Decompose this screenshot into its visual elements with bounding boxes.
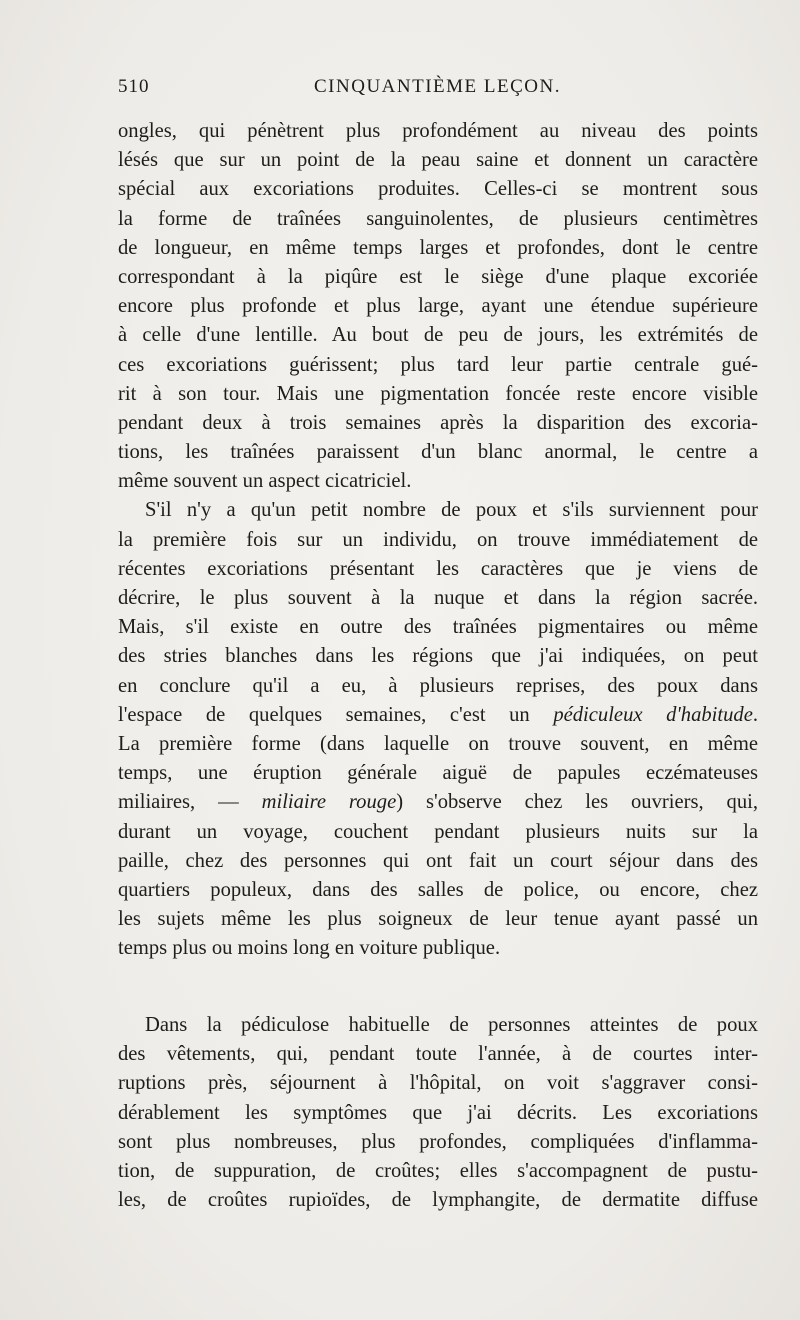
text-line: lésés que sur un point de la peau saine et donnent un caractère — [118, 149, 758, 172]
text-line: la forme de traînées sanguinolentes, de plusieurs centimètres — [118, 207, 758, 230]
text-segment: miliaires, — — [118, 791, 262, 814]
text-line: en conclure qu'il a eu, à plusieurs reprises, des poux dans — [118, 674, 758, 697]
text-line: Mais, s'il existe en outre des traînées pigmentaires ou même — [118, 616, 758, 639]
page-header — [118, 76, 755, 102]
paragraph — [118, 1011, 758, 1215]
text-line: encore plus profonde et plus large, ayant une étendue supérieure — [118, 295, 758, 318]
text-block-upper — [118, 117, 758, 963]
text-line: ces excoriations guérissent; plus tard leur partie centrale gué- — [118, 353, 758, 376]
text-line: temps plus ou moins long en voiture publique. — [118, 937, 501, 960]
text-line: S'il n'y a qu'un petit nombre de poux et s'ils surviennent pour — [145, 499, 758, 522]
text-line: tions, les traînées paraissent d'un blanc anormal, le centre a — [118, 441, 758, 464]
text-line: quartiers populeux, dans des salles de police, ou encore, chez — [118, 878, 758, 901]
text-line — [118, 701, 758, 730]
text-line: même souvent un aspect cicatriciel. — [118, 470, 412, 493]
text-line: Dans la pédiculose habituelle de personnes atteintes de poux — [145, 1014, 758, 1036]
text-line: pendant deux à trois semaines après la disparition des excoria- — [118, 411, 758, 434]
text-line — [118, 788, 758, 817]
text-line: paille, chez des personnes qui ont fait un court séjour dans des — [118, 849, 758, 872]
text-line: dérablement les symptômes que j'ai décrits. Les excoriations — [118, 1101, 758, 1124]
text-line: tion, de suppuration, de croûtes; elles s'accompagnent de pustu- — [118, 1159, 758, 1182]
text-line: à celle d'une lentille. Au bout de peu de jours, les extrémités de — [118, 324, 758, 347]
text-line: sont plus nombreuses, plus profondes, compliquées d'inflamma- — [118, 1130, 758, 1153]
text-line: durant un voyage, couchent pendant plusieurs nuits sur la — [118, 820, 758, 843]
text-line: La première forme (dans laquelle on trouve souvent, en même — [118, 732, 758, 755]
text-line: des vêtements, qui, pendant toute l'année, à de courtes inter- — [118, 1043, 758, 1066]
text-line: des stries blanches dans les régions que j'ai indiquées, on peut — [118, 645, 758, 668]
text-line: ruptions près, séjournent à l'hôpital, on voit s'aggraver consi- — [118, 1072, 758, 1095]
paragraph — [118, 117, 758, 496]
paragraph — [118, 496, 758, 963]
text-line: ongles, qui pénètrent plus profondément au niveau des points — [118, 120, 758, 142]
text-line: correspondant à la piqûre est le siège d'une plaque excoriée — [118, 265, 758, 288]
text-segment: ) s'observe chez les ouvriers, qui, — [396, 791, 758, 814]
text-line: de longueur, en même temps larges et profondes, dont le centre — [118, 236, 758, 259]
text-segment: l'espace de quelques semaines, c'est un — [118, 703, 554, 726]
text-line: les, de croûtes rupioïdes, de lymphangite, de dermatite diffuse — [118, 1189, 758, 1212]
text-line: spécial aux excoriations produites. Celles-ci se montrent sous — [118, 178, 758, 201]
page-number: 510 — [118, 76, 150, 97]
text-line: la première fois sur un individu, on trouve immédiatement de — [118, 528, 758, 551]
text-line: temps, une éruption générale aiguë de papules eczémateuses — [118, 762, 758, 785]
text-line: récentes excoriations présentant les caractères que je viens de — [118, 557, 758, 580]
italic-term: miliaire rouge — [261, 791, 397, 814]
text-segment: . — [752, 703, 758, 726]
text-line: rit à son tour. Mais une pigmentation foncée reste encore visible — [118, 382, 758, 405]
text-block-lower — [118, 1011, 758, 1215]
text-line: les sujets même les plus soigneux de leur tenue ayant passé un — [118, 908, 758, 931]
italic-term: pédiculeux d'habitude — [553, 703, 753, 726]
text-line: décrire, le plus souvent à la nuque et dans la région sacrée. — [118, 587, 758, 609]
running-head: CINQUANTIÈME LEÇON. — [314, 76, 561, 97]
